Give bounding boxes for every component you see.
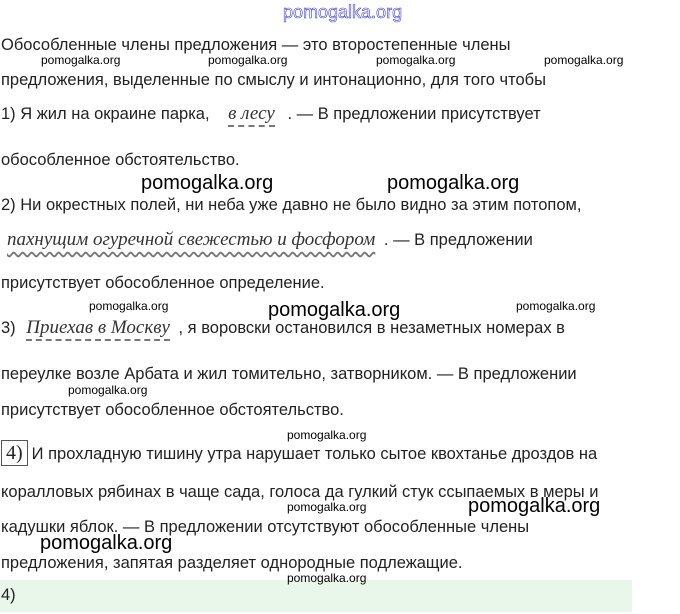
- watermark: pomogalka.org: [387, 172, 520, 194]
- watermark: pomogalka.org: [41, 53, 121, 67]
- watermark: pomogalka.org: [268, 299, 401, 321]
- sentence-3-line-2: переулке возле Арбата и жил томительно, затворником. — В предложении: [1, 365, 577, 383]
- watermark: pomogalka.org: [89, 299, 169, 313]
- sentence-3-suffix: , я воровски остановился в незаметных номерах в: [178, 319, 565, 337]
- sentence-1-suffix: . — В предложении присутствует: [287, 105, 541, 123]
- sentence-2-line-2: [1, 230, 533, 250]
- intro-line-1: Обособленные члены предложения — это второстепенные члены: [1, 36, 511, 54]
- watermark: pomogalka.org: [40, 532, 173, 554]
- sentence-4-text: И прохладную тишину утра нарушает только сытое квохтанье дроздов на: [31, 445, 598, 463]
- watermark: pomogalka.org: [287, 571, 367, 585]
- sentence-3-prefix: 3): [1, 319, 16, 337]
- watermark: pomogalka.org: [544, 53, 624, 67]
- sentence-3-handwritten: Приехав в Москву: [26, 318, 170, 341]
- watermark: pomogalka.org: [141, 172, 274, 194]
- sentence-1-line-2: обособленное обстоятельство.: [1, 151, 240, 169]
- sentence-4-line-1: [1, 440, 597, 468]
- sentence-4-line-4: предложения, запятая разделяет однородные подлежащие.: [1, 554, 463, 572]
- answer-label: 4): [1, 586, 16, 604]
- sentence-1-line-1: [1, 104, 541, 127]
- watermark: pomogalka.org: [287, 428, 367, 442]
- sentence-4-line-2: коралловых рябинах в чаще сада, голоса да гулкий стук ссыпаемых в меры и: [1, 483, 599, 501]
- sentence-2-handwritten: пахнущим огуречной свежестью и фосфором: [7, 229, 376, 250]
- watermark: pomogalka.org: [468, 495, 601, 517]
- sentence-3-line-3: присутствует обособленное обстоятельство.: [1, 401, 344, 419]
- intro-line-2: предложения, выделенные по смыслу и интонационно, для того чтобы: [1, 71, 546, 89]
- sentence-4-line-3: кадушки яблок. — В предложении отсутствуют обособленные члены: [1, 518, 530, 536]
- watermark: pomogalka.org: [68, 383, 148, 397]
- sentence-2-line-1: 2) Ни окрестных полей, ни неба уже давно не было видно за этим потопом,: [1, 196, 582, 214]
- sentence-3-line-1: [1, 318, 565, 341]
- sentence-4-number-box: 4): [1, 440, 28, 466]
- sentence-1-prefix: 1) Я жил на окраине парка,: [1, 105, 210, 123]
- sentence-2-line-3: присутствует обособленное определение.: [1, 274, 325, 292]
- watermark: pomogalka.org: [516, 299, 596, 313]
- watermark-top: pomogalka.org: [283, 2, 403, 22]
- watermark: pomogalka.org: [208, 53, 288, 67]
- sentence-2-suffix: . — В предложении: [383, 231, 533, 249]
- watermark: pomogalka.org: [376, 53, 456, 67]
- watermark: pomogalka.org: [287, 500, 367, 514]
- sentence-1-handwritten: в лесу: [228, 104, 275, 127]
